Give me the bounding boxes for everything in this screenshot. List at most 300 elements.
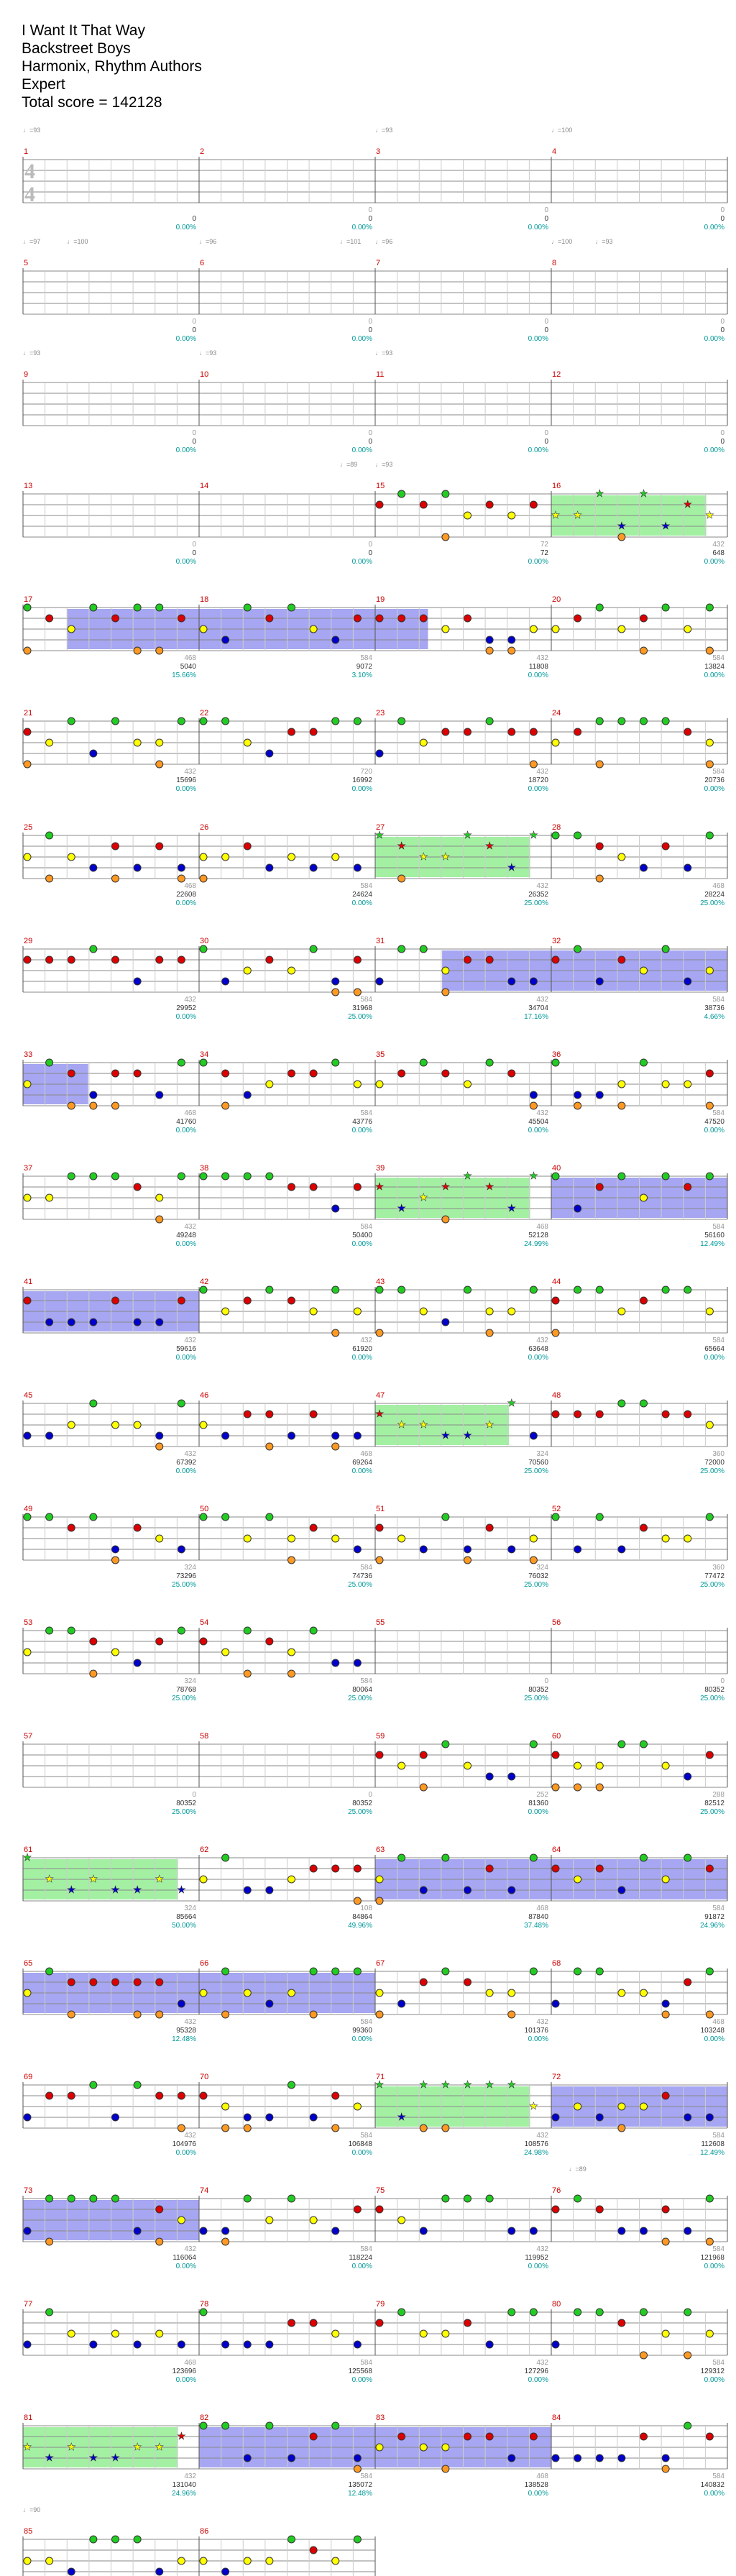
measure-number: 62 [200,1846,209,1854]
overdrive-percent: 12.48% [172,2035,196,2043]
measure-number: 86 [200,2527,209,2536]
star-note: ★ [177,2431,186,2442]
note-gem [684,1979,691,1986]
note-gem [46,1194,53,1201]
note-gem [90,1319,97,1326]
note-gem [640,864,648,871]
measure-number: 12 [552,370,561,379]
note-gem [134,1979,141,1986]
star-note: ★ [374,2079,385,2091]
cumulative-score: 9072 [356,663,372,671]
note-gem [596,2454,603,2462]
note-gem [68,1070,75,1077]
overdrive-percent: 0.00% [351,335,372,343]
note-gem [596,1183,603,1191]
cumulative-score: 81360 [528,1800,548,1807]
measure-number: 29 [24,937,33,945]
overdrive-percent: 0.00% [351,558,372,566]
note-gem [134,2341,141,2348]
overdrive-percent: 0.00% [175,899,196,907]
note-gem [640,2433,648,2440]
note-gem [376,978,383,985]
star-note: ★ [418,1192,428,1204]
overdrive-percent: 0.00% [528,446,548,454]
measure-number: 28 [552,823,561,832]
star-note: ★ [155,2442,165,2453]
cumulative-score: 85664 [176,1913,196,1921]
note-gem [618,718,625,725]
note-gem [200,1638,207,1645]
note-gem [464,1887,472,1894]
note-gem [90,750,97,757]
note-gem [24,2227,31,2234]
star-note: ★ [705,510,714,521]
note-gem [134,864,141,871]
note-gem [222,978,229,985]
note-gem [574,1286,581,1293]
note-gem [266,1411,273,1418]
note-gem [310,1411,317,1418]
cumulative-score: 13824 [704,663,724,671]
measure-number: 80 [552,2300,561,2309]
note-gem [46,2238,53,2245]
overdrive-percent: 0.00% [528,224,548,232]
note-gem [288,1557,295,1564]
note-gem [24,1194,31,1201]
overdrive-percent: 0.00% [704,2376,724,2384]
note-gem [112,1102,119,1109]
note-gem [530,1741,537,1748]
note-gem [486,956,493,963]
overdrive-percent: 25.00% [700,1581,724,1589]
measure-number: 59 [376,1732,385,1741]
note-gem [530,978,537,985]
note-gem [618,1887,625,1894]
note-gem [530,1535,537,1542]
note-gem [574,1091,581,1099]
note-gem [332,2557,339,2564]
star-note: ★ [66,2442,76,2453]
note-gem [662,2238,669,2245]
tempo-marker: ♩=100 [551,127,573,134]
measure-number: 73 [24,2186,33,2195]
measure-number: 54 [200,1618,209,1627]
note-gem [222,1308,229,1315]
note-gem [200,1421,207,1429]
note-gem [376,1557,383,1564]
measure-number: 64 [552,1846,561,1854]
note-gem [662,1876,669,1883]
measure-number: 40 [552,1164,561,1173]
note-gem [156,2568,163,2575]
cumulative-score: 74736 [352,1572,372,1580]
overdrive-percent: 0.00% [704,335,724,343]
star-note: ★ [484,2079,494,2091]
measure-number: 42 [200,1278,209,1286]
note-gem [508,1546,515,1553]
note-gem [574,1546,581,1553]
note-gem [24,853,31,861]
cumulative-score: 63648 [528,1345,548,1353]
measure-note-score: 0 [720,206,724,214]
cumulative-score: 648 [712,549,724,557]
note-gem [178,1173,185,1180]
chart-authors: Harmonix, Rhythm Authors [22,58,202,75]
note-gem [398,1762,405,1769]
note-gem [266,956,273,963]
measure-note-score: 584 [360,2018,372,2026]
measure-number: 7 [376,259,381,267]
note-gem [288,1070,295,1077]
note-gem [200,2557,207,2564]
note-gem [662,2465,669,2472]
song-title: I Want It That Way [22,22,145,39]
star-note: ★ [529,2101,538,2112]
star-note: ★ [661,521,671,532]
note-gem [640,1297,648,1304]
note-gem [684,2422,691,2429]
note-gem [332,718,339,725]
note-gem [486,1059,493,1066]
note-gem [640,2227,648,2234]
note-gem [442,728,449,735]
star-note: ★ [397,2112,406,2123]
measure-note-score: 584 [360,654,372,662]
overdrive-percent: 50.00% [172,1922,196,1930]
note-gem [222,1070,229,1077]
tempo-marker: ♩=101 [340,238,362,245]
measure-number: 53 [24,1618,33,1627]
note-gem [618,2124,625,2132]
note-gem [684,1081,691,1088]
note-gem [178,2000,185,2007]
cumulative-score: 29952 [176,1004,196,1012]
note-gem [178,1297,185,1304]
star-note: ★ [45,2452,54,2464]
note-gem [464,2195,472,2202]
measure-number: 1 [24,147,29,156]
measure-note-score: 288 [712,1791,724,1799]
note-gem [574,1411,581,1418]
note-gem [574,2454,581,2462]
overdrive-percent: 0.00% [351,2149,372,2157]
cumulative-score: 49248 [176,1232,196,1239]
note-gem [68,1102,75,1109]
note-gem [90,1102,97,1109]
note-gem [156,1979,163,1986]
note-gem [684,2227,691,2234]
measure-note-score: 432 [184,2018,196,2026]
note-gem [464,1557,472,1564]
note-gem [662,1081,669,1088]
measure-note-score: 432 [712,541,724,549]
note-gem [398,945,405,953]
measure-note-score: 720 [360,768,372,776]
note-gem [398,615,405,622]
note-gem [310,1183,317,1191]
note-gem [156,1432,163,1439]
note-gem [376,1329,383,1337]
note-gem [464,2433,472,2440]
note-gem [442,1216,449,1223]
note-gem [68,1524,75,1531]
star-note: ★ [22,1852,32,1864]
note-gem [706,1070,713,1077]
tempo-marker: ♩=93 [595,238,613,245]
measure-note-score: 584 [712,1337,724,1344]
note-gem [596,1513,603,1521]
note-gem [486,1773,493,1780]
note-gem [266,1887,273,1894]
measure-number: 47 [376,1391,385,1400]
note-gem [222,2227,229,2234]
note-gem [552,1059,559,1066]
note-gem [552,2341,559,2348]
measure-note-score: 468 [184,2359,196,2367]
note-gem [420,2124,427,2132]
note-gem [68,1319,75,1326]
note-gem [618,853,625,861]
note-gem [530,1091,537,1099]
note-gem [178,1546,185,1553]
note-gem [508,1989,515,1997]
measure-note-score: 584 [360,1677,372,1685]
star-note: ★ [594,488,604,500]
note-gem [134,2081,141,2089]
tempo-marker: ♩=100 [67,238,88,245]
note-gem [90,2195,97,2202]
note-gem [442,625,449,633]
measure-number: 26 [200,823,209,832]
overdrive-percent: 0.00% [528,785,548,793]
cumulative-score: 125568 [348,2368,372,2375]
note-gem [156,2330,163,2337]
measure-note-score: 0 [544,429,548,437]
note-gem [640,2309,648,2316]
note-gem [508,2011,515,2018]
note-gem [376,750,383,757]
note-gem [640,1524,648,1531]
measure-number: 58 [200,1732,209,1741]
measure-note-score: 584 [712,1109,724,1117]
note-gem [662,2454,669,2462]
note-gem [46,832,53,839]
measure-note-score: 432 [184,1337,196,1344]
measure-number: 69 [24,2073,33,2081]
note-gem [134,1659,141,1667]
note-gem [376,1751,383,1759]
cumulative-score: 67392 [176,1459,196,1467]
star-note: ★ [484,1181,494,1193]
measure-number: 78 [200,2300,209,2309]
note-gem [200,1513,207,1521]
measure-number: 27 [376,823,385,832]
note-gem [464,1081,472,1088]
note-gem [112,1070,119,1077]
note-gem [24,2114,31,2121]
measure-note-score: 432 [536,2245,548,2253]
measure-note-score: 468 [712,2018,724,2026]
cumulative-score: 61920 [352,1345,372,1353]
note-gem [552,1784,559,1791]
note-gem [398,1535,405,1542]
measure-number: 13 [24,482,33,490]
note-gem [244,2195,251,2202]
measure-note-score: 468 [536,1223,548,1231]
measure-number: 46 [200,1391,209,1400]
note-gem [530,1968,537,1975]
cumulative-score: 101376 [524,2027,548,2035]
cumulative-score: 24624 [352,891,372,899]
note-gem [596,843,603,850]
cumulative-score: 69264 [352,1459,372,1467]
measure-note-score: 584 [712,2359,724,2367]
cumulative-score: 123696 [172,2368,196,2375]
note-gem [310,2011,317,2018]
note-gem [24,1989,31,1997]
overdrive-percent: 25.00% [700,899,724,907]
note-gem [156,761,163,768]
cumulative-score: 129312 [700,2368,724,2375]
measure-note-score: 432 [184,2472,196,2480]
note-gem [706,1751,713,1759]
note-gem [24,761,31,768]
measure-number: 20 [552,595,561,604]
note-gem [442,1854,449,1861]
measure-number: 38 [200,1164,209,1173]
cumulative-score: 28224 [704,891,724,899]
measure-number: 68 [552,1959,561,1968]
overdrive-percent: 0.00% [351,2263,372,2270]
measure-number: 49 [24,1505,33,1513]
tempo-marker: ♩=93 [375,349,393,357]
note-gem [376,615,383,622]
note-gem [156,739,163,746]
overdrive-percent: 0.00% [351,1127,372,1135]
measure-note-score: 360 [712,1564,724,1572]
note-gem [156,604,163,611]
measure-number: 72 [552,2073,561,2081]
measure-number: 4 [552,147,557,156]
star-note: ★ [374,1181,385,1193]
note-gem [442,967,449,974]
measure-number: 44 [552,1278,561,1286]
note-gem [662,2330,669,2337]
measure-number: 11 [376,370,385,379]
note-gem [24,1297,31,1304]
note-gem [464,728,472,735]
note-gem [134,1070,141,1077]
overdrive-percent: 25.00% [524,1581,548,1589]
note-gem [486,1989,493,1997]
measure-note-score: 468 [184,1109,196,1117]
tempo-marker: ♩=96 [199,238,217,245]
cumulative-score: 72000 [704,1459,724,1467]
measure-note-score: 584 [712,2132,724,2140]
note-gem [376,1286,383,1293]
note-gem [530,1854,537,1861]
measure-number: 77 [24,2300,33,2309]
note-gem [706,2195,713,2202]
note-gem [200,718,207,725]
cumulative-score: 104976 [172,2140,196,2148]
cumulative-score: 0 [368,438,372,446]
note-gem [134,647,141,654]
note-gem [574,2103,581,2110]
note-gem [376,1876,383,1883]
note-gem [398,490,405,498]
measure-note-score: 584 [360,2132,372,2140]
note-gem [288,1535,295,1542]
measure-note-score: 432 [184,1450,196,1458]
note-gem [46,1968,53,1975]
measure-note-score: 432 [184,2132,196,2140]
cumulative-score: 80352 [352,1800,372,1807]
note-gem [266,2341,273,2348]
star-note: ★ [573,510,582,521]
overdrive-percent: 0.00% [351,1240,372,1248]
note-gem [68,1421,75,1429]
measure-number: 63 [376,1846,385,1854]
measure-number: 5 [24,259,29,267]
note-gem [508,978,515,985]
cumulative-score: 77472 [704,1572,724,1580]
note-gem [552,1865,559,1872]
note-gem [156,2011,163,2018]
cumulative-score: 103248 [700,2027,724,2035]
note-gem [266,2557,273,2564]
note-gem [530,625,537,633]
note-gem [288,853,295,861]
note-gem [266,864,273,871]
note-gem [68,2195,75,2202]
note-gem [244,1297,251,1304]
measure-note-score: 432 [536,2018,548,2026]
note-gem [24,1432,31,1439]
note-gem [662,945,669,953]
overdrive-percent: 25.00% [524,899,548,907]
note-gem [398,2217,405,2224]
note-gem [508,512,515,519]
star-note: ★ [22,2442,32,2453]
measure-number: 50 [200,1505,209,1513]
note-gem [442,2195,449,2202]
note-gem [684,625,691,633]
note-gem [398,2000,405,2007]
note-gem [640,1854,648,1861]
note-gem [420,2444,427,2451]
note-gem [288,2536,295,2543]
note-gem [222,2238,229,2245]
note-gem [706,1513,713,1521]
note-gem [332,2227,339,2234]
star-note: ★ [507,862,517,874]
note-gem [24,728,31,735]
note-gem [156,843,163,850]
note-gem [134,739,141,746]
cumulative-score: 99360 [352,2027,372,2035]
note-gem [46,1059,53,1066]
measure-note-score: 0 [192,318,196,326]
note-gem [90,1173,97,1180]
note-gem [112,1649,119,1656]
measure-number: 34 [200,1050,209,1059]
note-gem [486,1308,493,1315]
note-gem [134,604,141,611]
note-gem [706,739,713,746]
note-gem [442,1513,449,1521]
note-gem [464,1979,472,1986]
